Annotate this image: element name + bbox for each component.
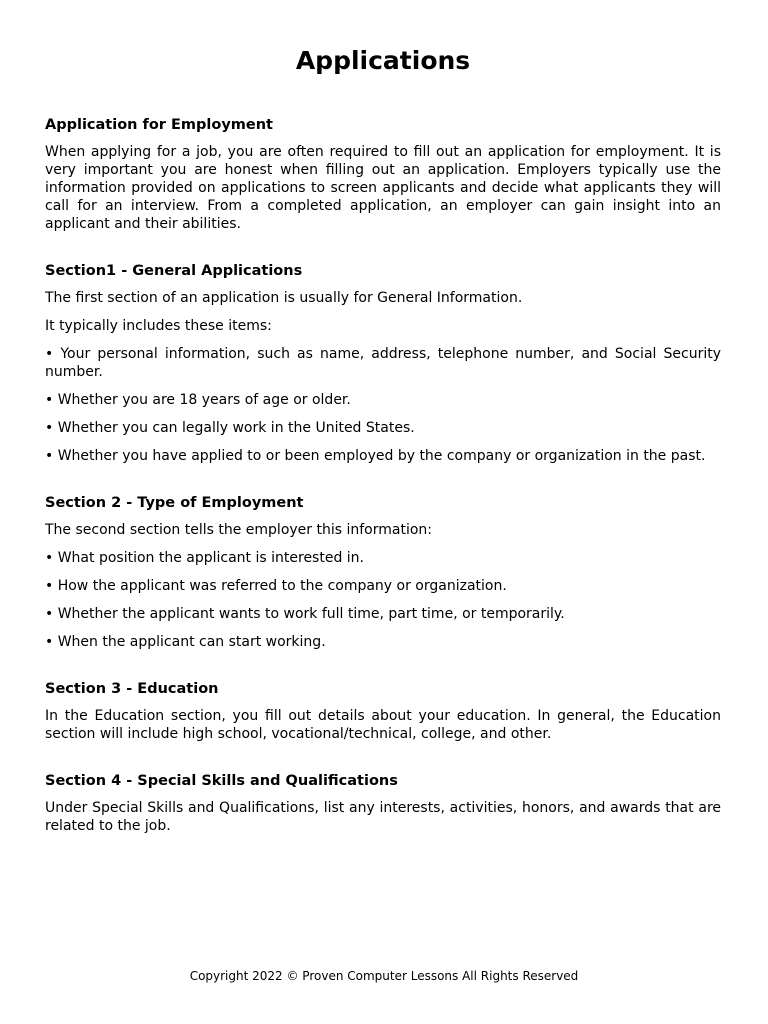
paragraph: The first section of an application is usually for General Information. <box>45 290 523 306</box>
page-title: Applications <box>295 46 471 75</box>
paragraph: The second section tells the employer this information: <box>45 522 433 538</box>
bullet-item: • Your personal information, such as name, address, telephone number, and Social Security number. <box>45 346 721 380</box>
section-application-for-employment <box>45 116 721 233</box>
section-type-of-employment <box>45 494 721 651</box>
section-heading: Section 2 - Type of Employment <box>45 495 304 511</box>
copyright-footer: Copyright 2022 © Proven Computer Lessons All Rights Reserved <box>189 969 579 983</box>
paragraph: When applying for a job, you are often required to fill out an application for employment. It is very important you are honest when filling out an application. Employers typically use the information provided on applications to screen applicants and decide what applicants they will call for an interview. From a completed application, an employer can gain insight into an applicant and their abilities. <box>45 144 721 232</box>
section-heading: Application for Employment <box>45 117 273 133</box>
section-heading: Section 3 - Education <box>45 681 219 697</box>
section-heading: Section1 - General Applications <box>45 263 303 279</box>
section-general-applications <box>45 262 721 465</box>
bullet-item: • Whether you have applied to or been employed by the company or organization in the past. <box>45 448 706 464</box>
paragraph: In the Education section, you fill out details about your education. In general, the Education section will include high school, vocational/technical, college, and other. <box>45 708 721 742</box>
bullet-item: • When the applicant can start working. <box>45 634 326 650</box>
section-heading: Section 4 - Special Skills and Qualifications <box>45 773 398 789</box>
bullet-item: • Whether you can legally work in the United States. <box>45 420 415 436</box>
section-education <box>45 680 721 743</box>
paragraph: It typically includes these items: <box>45 318 272 334</box>
bullet-item: • Whether you are 18 years of age or older. <box>45 392 351 408</box>
section-special-skills <box>45 772 721 835</box>
document-page <box>45 44 721 864</box>
bullet-item: • How the applicant was referred to the company or organization. <box>45 578 507 594</box>
bullet-item: • Whether the applicant wants to work full time, part time, or temporarily. <box>45 606 565 622</box>
bullet-item: • What position the applicant is interested in. <box>45 550 364 566</box>
paragraph: Under Special Skills and Qualifications, list any interests, activities, honors, and awards that are related to the job. <box>45 800 721 834</box>
